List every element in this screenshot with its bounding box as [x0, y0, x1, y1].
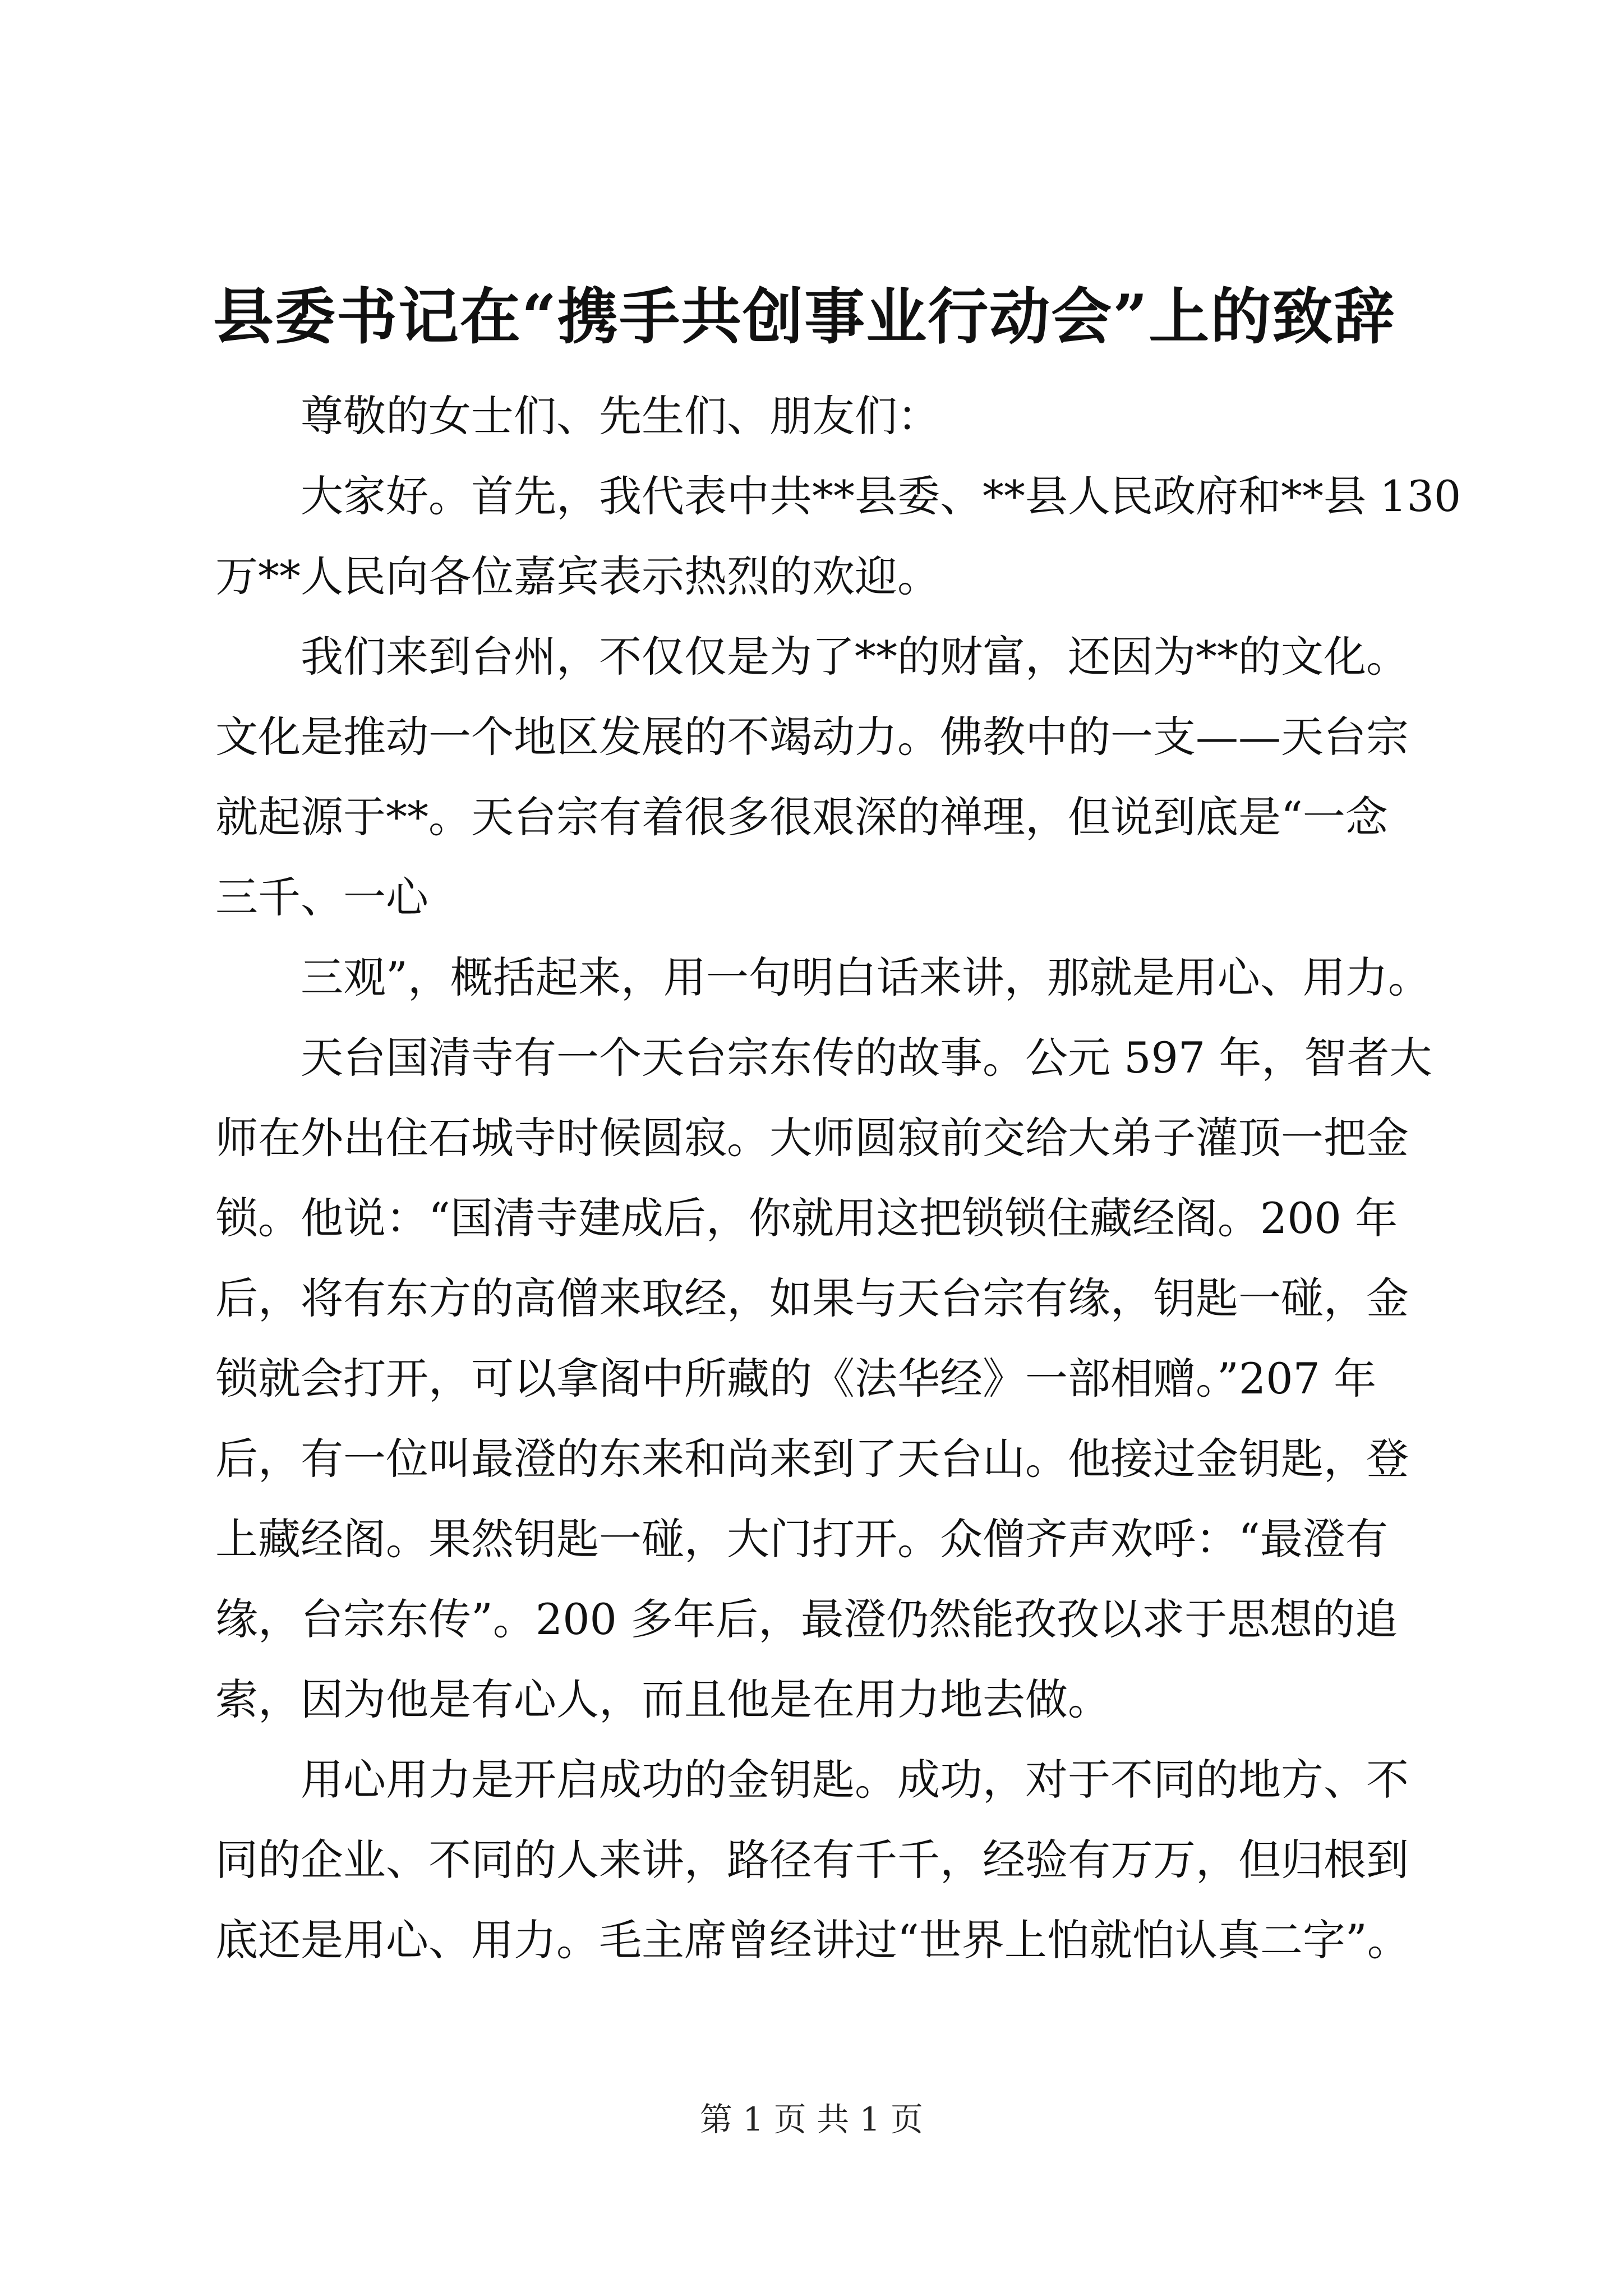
page-footer: 第 1 页 共 1 页: [700, 2100, 923, 2138]
text-line: 缘，台宗东传”。200 多年后，最澄仍然能孜孜以求于思想的追: [215, 1594, 1398, 1644]
text-line: 上藏经阁。果然钥匙一碰，大门打开。众僧齐声欢呼：“最澄有: [215, 1514, 1388, 1564]
text-line: 用心用力是开启成功的金钥匙。成功，对于不同的地方、不: [301, 1755, 1409, 1805]
text-line: 师在外出住石城寺时候圆寂。大师圆寂前交给大弟子灌顶一把金: [215, 1113, 1409, 1163]
text-line: 大家好。首先，我代表中共**县委、**县人民政府和**县 130: [301, 471, 1461, 521]
text-line: 我们来到台州，不仅仅是为了**的财富，还因为**的文化。: [301, 632, 1409, 682]
text-line: 索，因为他是有心人，而且他是在用力地去做。: [215, 1674, 1110, 1724]
text-line: 后，将有东方的高僧来取经，如果与天台宗有缘，钥匙一碰，金: [215, 1273, 1409, 1323]
text-line: 三千、一心: [215, 872, 428, 922]
text-line: 三观”，概括起来，用一句明白话来讲，那就是用心、用力。: [301, 953, 1431, 1002]
text-line: 尊敬的女士们、先生们、朋友们：: [301, 391, 940, 441]
text-line: 锁就会打开，可以拿阁中所藏的《法华经》一部相赠。”207 年: [215, 1354, 1377, 1404]
text-line: 锁。他说：“国清寺建成后，你就用这把锁锁住藏经阁。200 年: [215, 1193, 1398, 1243]
document-title: 县委书记在“携手共创事业行动会”上的致辞: [213, 282, 1396, 352]
text-line: 天台国清寺有一个天台宗东传的故事。公元 597 年，智者大: [301, 1033, 1432, 1083]
text-line: 万**人民向各位嘉宾表示热烈的欢迎。: [215, 551, 940, 601]
text-line: 就起源于**。天台宗有着很多很艰深的禅理，但说到底是“一念: [215, 792, 1388, 842]
text-line: 同的企业、不同的人来讲，路径有千千，经验有万万，但归根到: [215, 1835, 1409, 1885]
text-line: 底还是用心、用力。毛主席曾经讲过“世界上怕就怕认真二字”。: [215, 1915, 1410, 1965]
text-line: 文化是推动一个地区发展的不竭动力。佛教中的一支——天台宗: [215, 712, 1409, 762]
text-line: 后，有一位叫最澄的东来和尚来到了天台山。他接过金钥匙，登: [215, 1434, 1409, 1484]
document-body: [215, 376, 1461, 1980]
